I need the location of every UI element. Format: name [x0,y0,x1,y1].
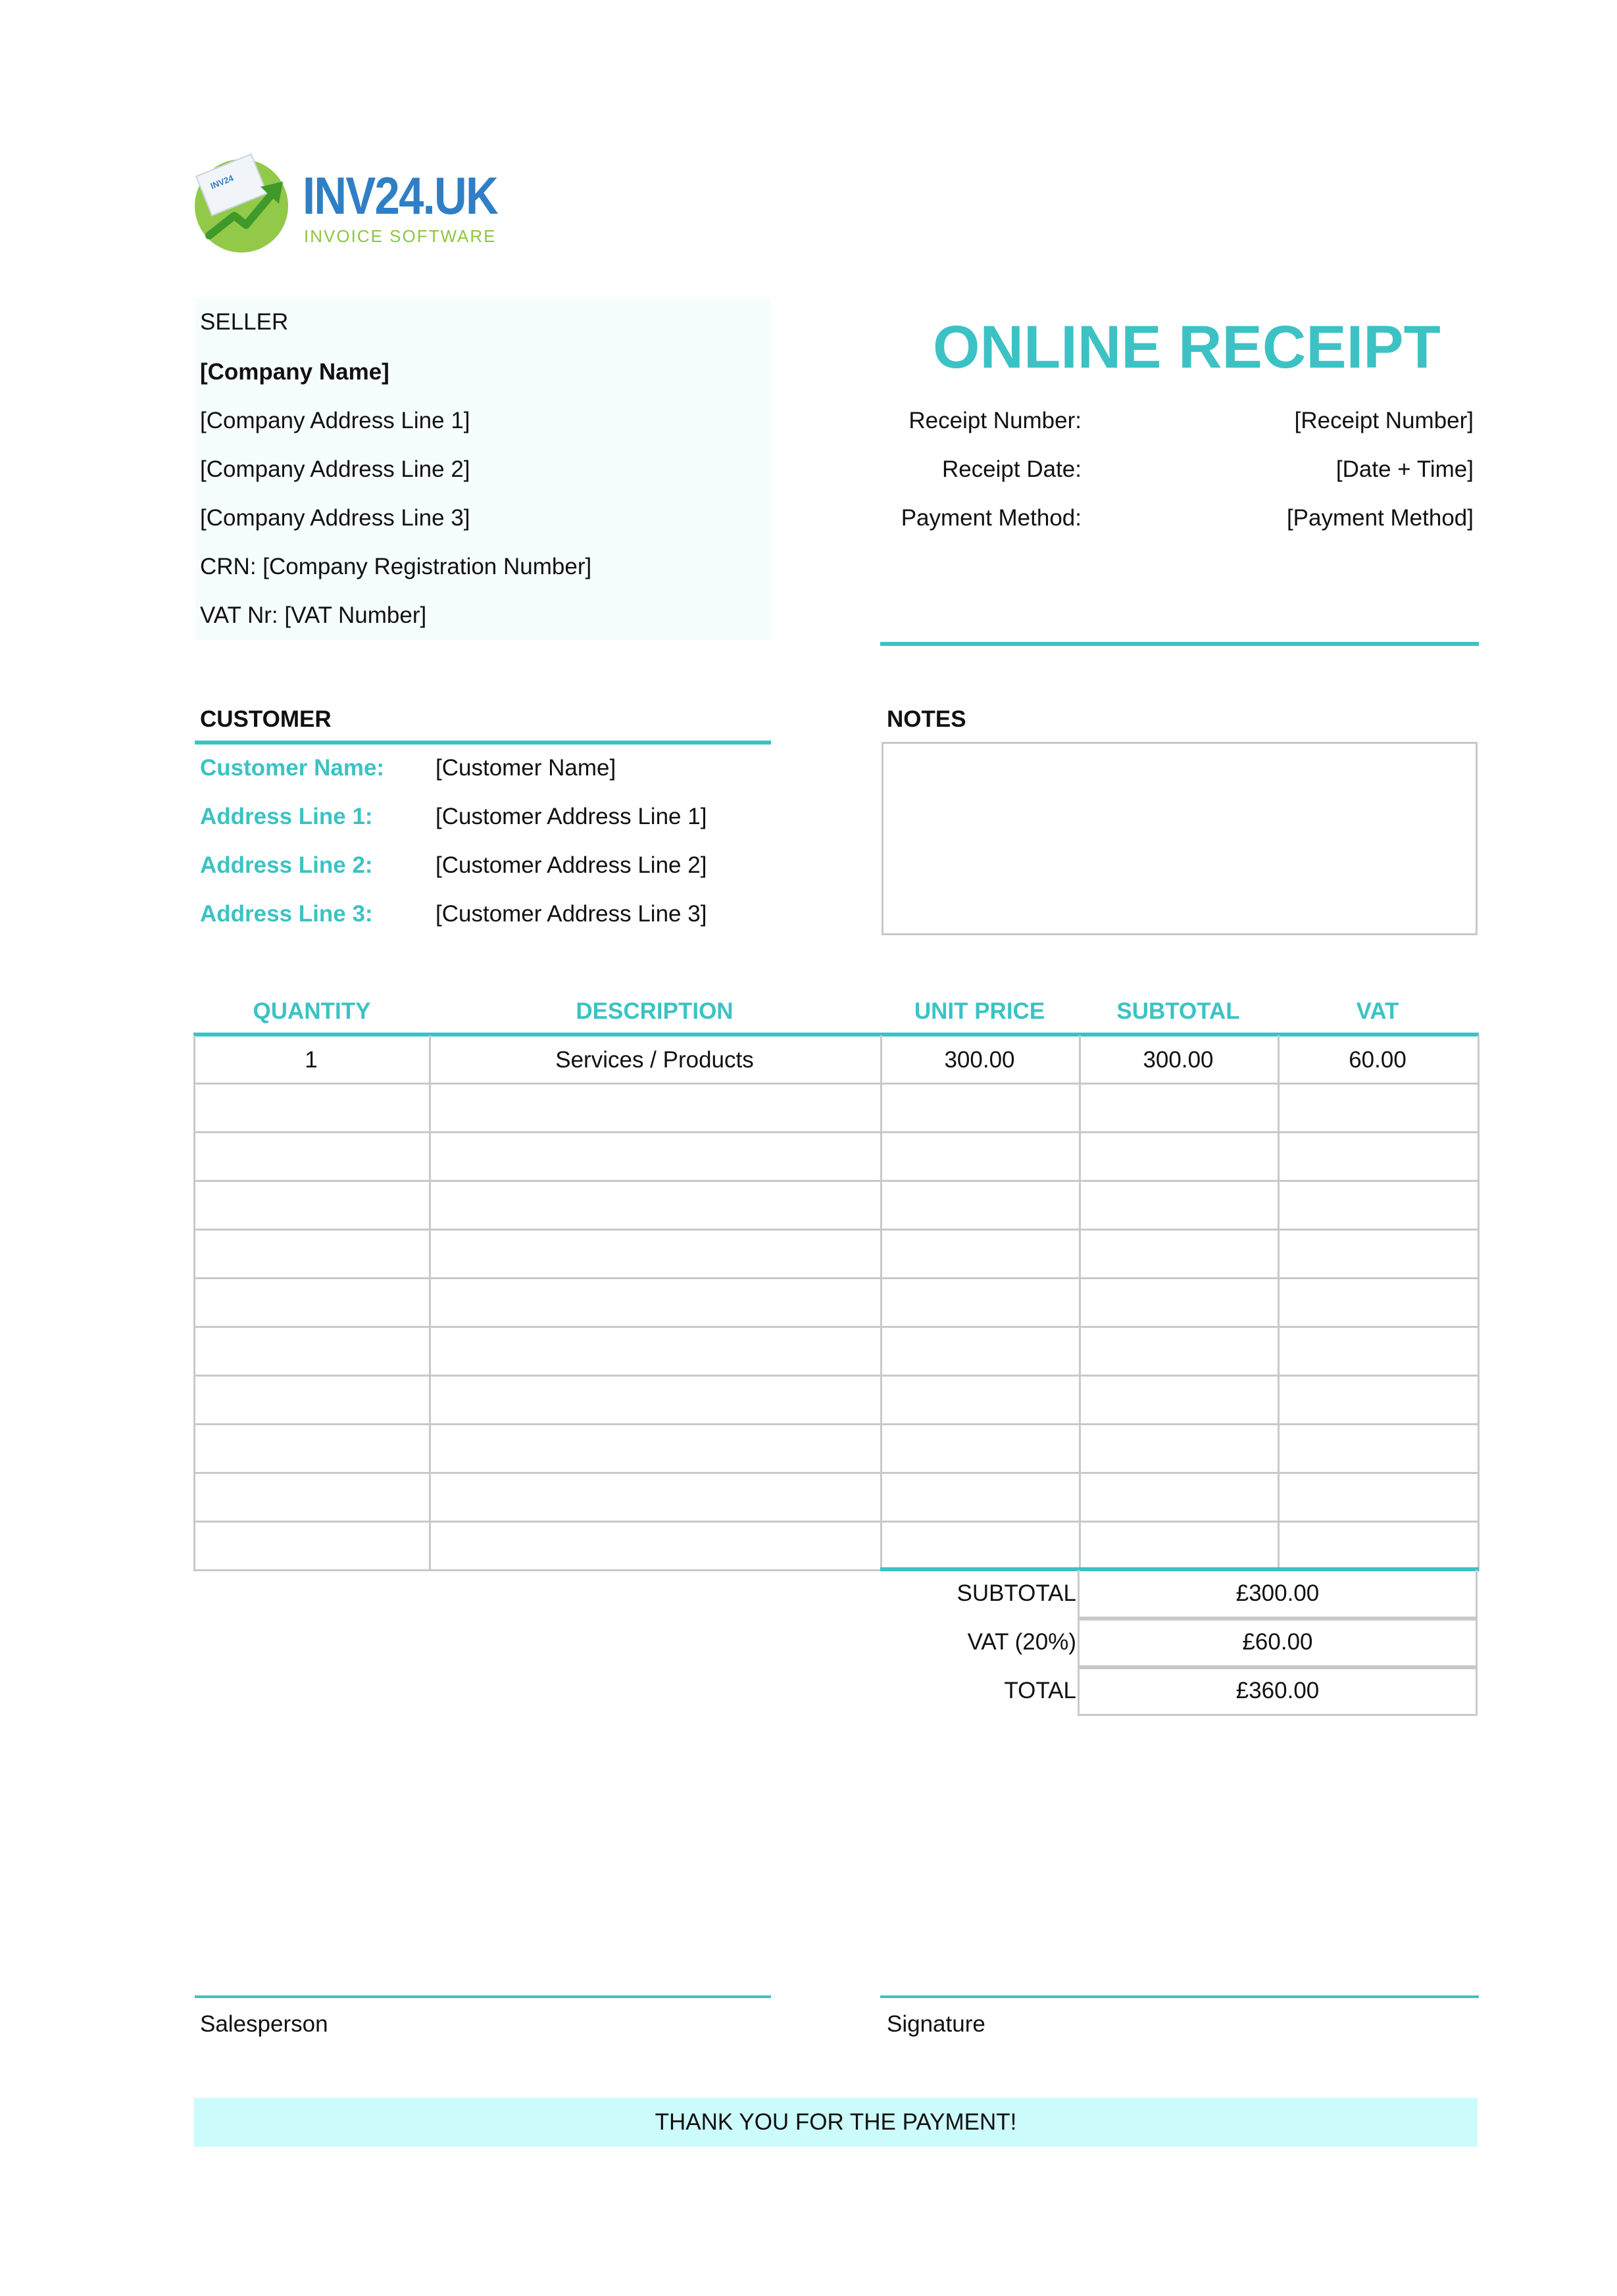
table-row-line [193,1131,1480,1133]
notes-box[interactable] [882,742,1478,935]
notes-heading: NOTES [887,706,966,732]
payment-method-value: [Payment Method] [1286,505,1474,531]
table-column-line [193,1035,195,1571]
customer-address-1-label: Address Line 1: [200,804,373,829]
thank-you-banner [194,2098,1478,2147]
seller-address-line-1: [Company Address Line 1] [200,408,470,433]
cell-quantity[interactable]: 1 [305,1047,318,1073]
logo-wordmark: INV24.UK [303,166,497,225]
customer-address-1-value: [Customer Address Line 1] [435,804,707,829]
totals-value: £300.00 [1235,1580,1320,1606]
notes-content [883,744,1476,760]
table-row-line [193,1180,1480,1182]
cell-vat[interactable]: 60.00 [1349,1047,1406,1073]
signature-label: Signature [887,2011,985,2037]
cell-description[interactable]: Services / Products [555,1047,754,1073]
seller-crn: CRN: [Company Registration Number] [200,554,592,579]
totals-value: £60.00 [1242,1629,1313,1655]
seller-company-name: [Company Name] [200,359,389,385]
table-row-line [193,1472,1480,1474]
table-column-line [880,1035,882,1571]
receipt-number-label: Receipt Number: [908,408,1082,433]
col-header-description: DESCRIPTION [576,998,734,1024]
customer-name-label: Customer Name: [200,755,385,781]
customer-address-3-label: Address Line 3: [200,901,373,927]
table-row-line [193,1521,1480,1523]
totals-label: VAT (20%) [967,1629,1076,1655]
salesperson-line [195,1995,771,1998]
table-column-line [1079,1035,1081,1571]
receipt-number-value: [Receipt Number] [1294,408,1474,433]
salesperson-label: Salesperson [200,2011,328,2037]
seller-address-line-3: [Company Address Line 3] [200,505,470,531]
table-header-divider [193,1033,1479,1037]
receipt-date-value: [Date + Time] [1335,456,1474,482]
cell-unit-price[interactable]: 300.00 [944,1047,1015,1073]
payment-method-label: Payment Method: [901,505,1082,531]
customer-divider [195,741,771,745]
seller-vat-number: VAT Nr: [VAT Number] [200,602,427,628]
table-row-line [193,1229,1480,1231]
table-row-line [193,1083,1480,1085]
receipt-title: ONLINE RECEIPT [933,314,1441,381]
col-header-vat: VAT [1356,998,1399,1024]
table-row-line [193,1423,1480,1425]
table-column-line [429,1035,431,1571]
customer-address-3-value: [Customer Address Line 3] [435,901,707,927]
logo-tagline: INVOICE SOFTWARE [304,226,497,246]
cell-subtotal[interactable]: 300.00 [1143,1047,1214,1073]
table-row-line [193,1375,1480,1377]
seller-heading: SELLER [200,309,289,335]
thank-you-text: THANK YOU FOR THE PAYMENT! [655,2109,1017,2135]
totals-label: TOTAL [1004,1678,1076,1703]
totals-value: £360.00 [1235,1678,1320,1703]
col-header-quantity: QUANTITY [253,998,371,1024]
table-row-line [193,1277,1480,1279]
customer-address-2-label: Address Line 2: [200,852,373,878]
col-header-unit-price: UNIT PRICE [914,998,1045,1024]
growth-arrow-icon [205,172,291,245]
customer-address-2-value: [Customer Address Line 2] [435,852,707,878]
logo-paper-text: INV24 [209,172,235,191]
table-row-line [193,1326,1480,1328]
customer-name-value: [Customer Name] [435,755,616,781]
seller-address-line-2: [Company Address Line 2] [200,456,470,482]
receipt-date-label: Receipt Date: [941,456,1082,482]
receipt-divider [880,642,1479,646]
table-column-line [1478,1035,1480,1571]
totals-label: SUBTOTAL [957,1580,1076,1606]
table-column-line [1278,1035,1280,1571]
col-header-subtotal: SUBTOTAL [1116,998,1240,1024]
customer-heading: CUSTOMER [200,706,332,732]
signature-line [880,1995,1479,1998]
